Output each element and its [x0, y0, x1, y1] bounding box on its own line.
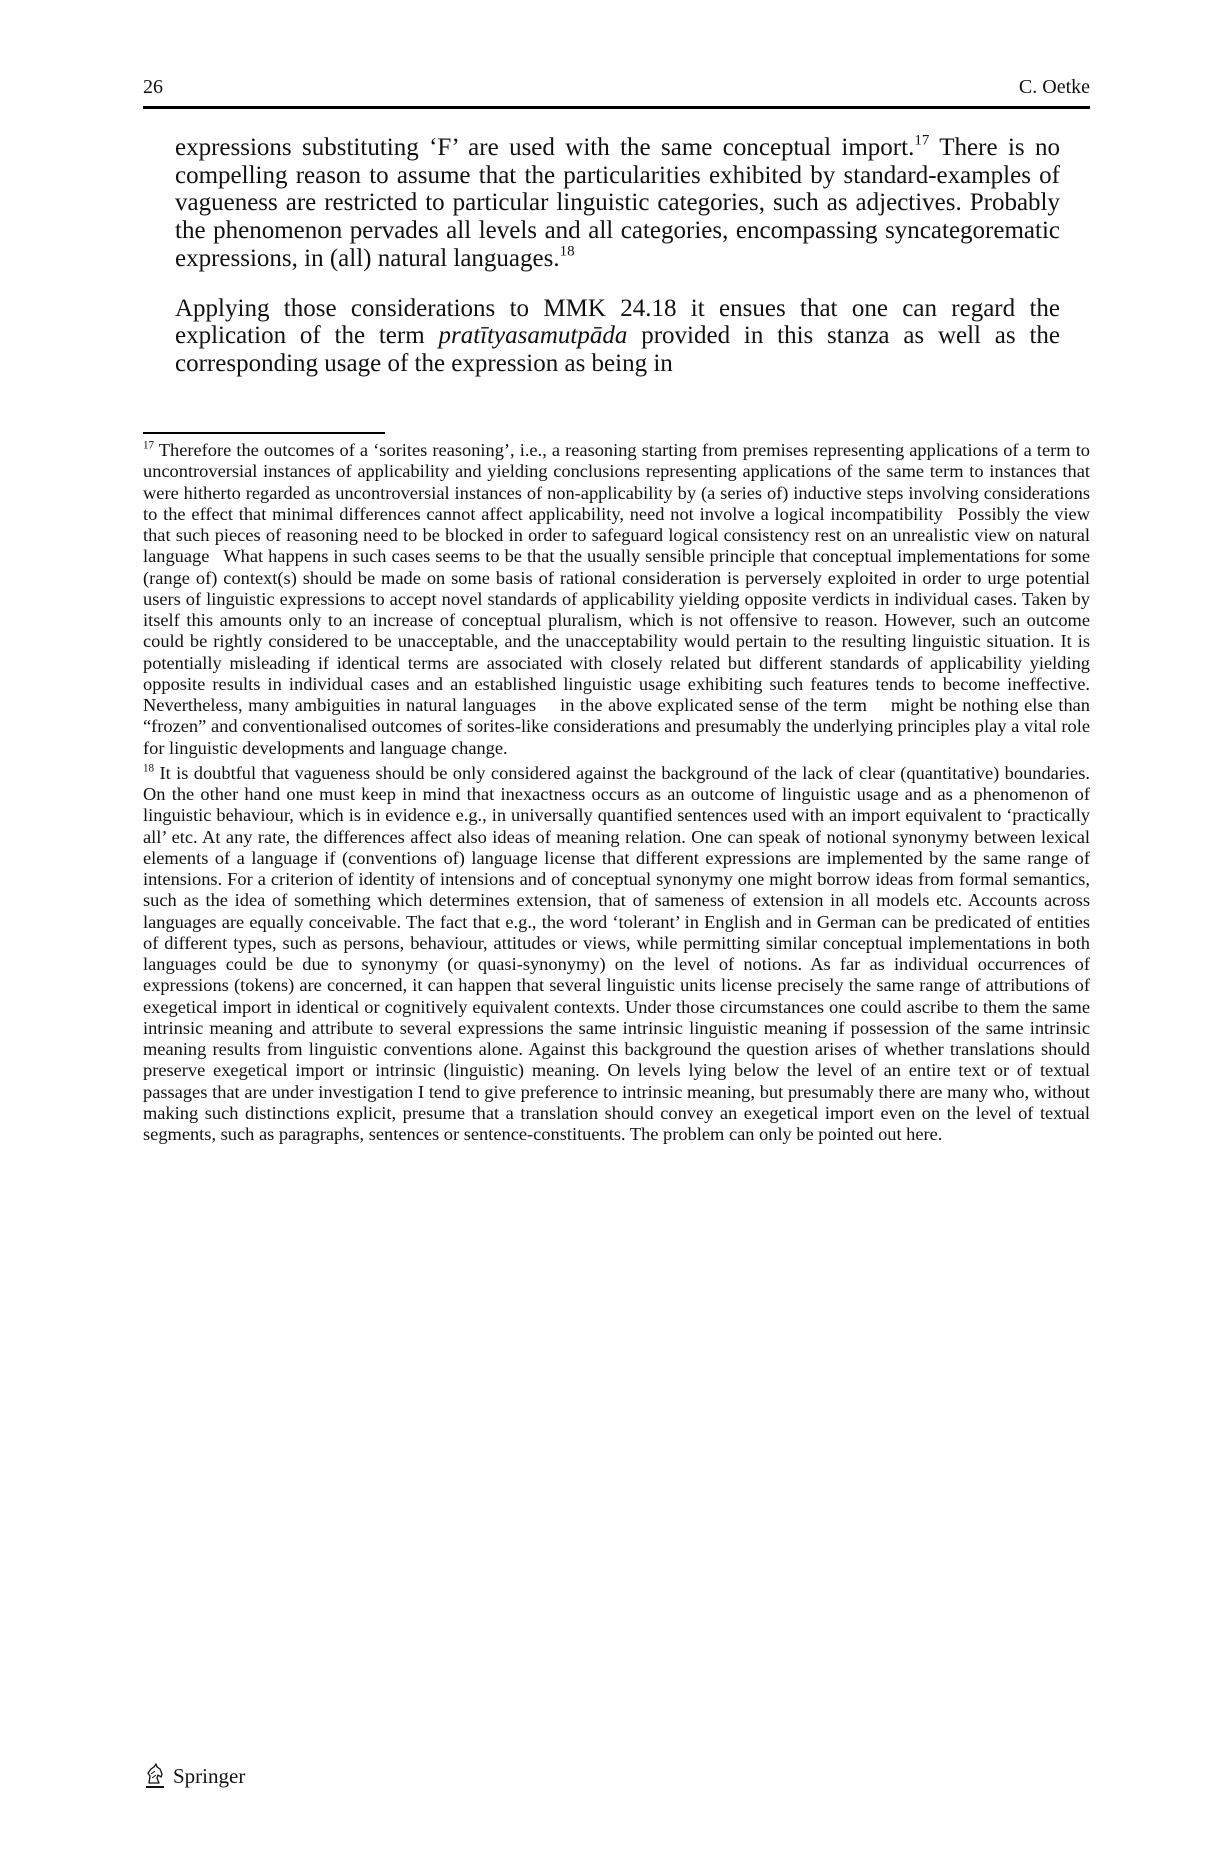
publisher-name: Springer: [173, 1763, 246, 1788]
page-number: 26: [143, 76, 163, 98]
body-text-segment: expressions substituting ‘F’ are used with the same conceptual import.: [175, 134, 915, 161]
footnote-ref-17[interactable]: 17: [914, 132, 930, 149]
body-paragraph-2: [175, 295, 1060, 378]
footnote-number: 18: [143, 762, 155, 775]
footnote-text: Therefore the outcomes of a ‘sorites reasoning’, i.e., a reasoning starting from premises representing applications of a term to uncontroversial instances of applicability and yielding conclusions representing applications of the same term to instances that were hitherto regarded as uncontroversial instances of non-applicability by (a series of) inductive steps involving considerations to the effect that minimal differences cannot affect applicability, need not involve a logical incompatibility Possibly the view that such pieces of reasoning need to be blocked in order to safeguard logical consistency rest on an unrealistic view on natural language What happens in such cases seems to be that the usually sensible principle that conceptual implementations for some (range of) context(s) should be made on some basis of rational consideration is perversely exploited in order to urge potential users of linguistic expressions to accept novel standards of applicability yielding opposite verdicts in individual cases. Taken by itself this amounts only to an increase of conceptual pluralism, which is not offensive to reason. However, such an outcome could be rightly considered to be unacceptable, and the unacceptability would pertain to the resulting linguistic situation. It is potentially misleading if identical terms are associated with closely related but different standards of applicability yielding opposite results in individual cases and an established linguistic usage exhibiting such features tends to become ineffective. Nevertheless, many ambiguities in natural languages in the above explicated sense of the term might be nothing else than “frozen” and conventionalised outcomes of sorites-like considerations and presumably the underlying principles play a vital role for linguistic developments and language change.: [143, 440, 1090, 758]
header-rule: [143, 106, 1090, 109]
footnote-number: 17: [143, 439, 155, 452]
page-header: [143, 76, 1090, 100]
body-text-segment: Applying those considerations to MMK 24.18 it ensues that one can regard the explication of the term: [175, 294, 1060, 350]
footnote-ref-18[interactable]: 18: [559, 243, 575, 260]
body-paragraph-1: [175, 134, 1060, 273]
footnotes-section: [143, 440, 1090, 1145]
springer-horse-icon: [143, 1763, 167, 1789]
footnote-17: [143, 440, 1090, 759]
main-body-text: [175, 134, 1060, 378]
body-text-segment: There is no compelling reason to assume that the particularities exhibited by standard-examples of vagueness are restricted to particular linguistic categories, such as adjectives. Probably the phenomenon pervades all levels and all categories, encompassing syncategorematic expressions, in (all) natural languages.: [175, 134, 1060, 272]
footnote-text: It is doubtful that vagueness should be only considered against the background of the lack of clear (quantitative) boundaries. On the other hand one must keep in mind that inexactness occurs as an outcome of linguistic usage and as a phenomenon of linguistic behaviour, which is in evidence e.g., in universally quantified sentences used with an import equivalent to ‘practically all’ etc. At any rate, the differences affect also ideas of meaning relation. One can speak of notional synonymy between lexical elements of a language if (conventions of) language license that different expressions are implemented by the same range of intensions. For a criterion of identity of intensions and of conceptual synonymy one might borrow ideas from formal semantics, such as the idea of something which determines extension, that of sameness of extension in all models etc. Accounts across languages are equally conceivable. The fact that e.g., the word ‘tolerant’ in English and in German can be predicated of entities of different types, such as persons, behaviour, attitudes or views, while permitting similar conceptual implementations in both languages could be due to synonymy (or quasi-synonymy) on the level of notions. As far as individual occurrences of expressions (tokens) are concerned, it can happen that several linguistic units license precisely the same range of attributions of exegetical import in identical or cognitively equivalent contexts. Under those circumstances one could ascribe to them the same intrinsic meaning and attribute to several expressions the same intrinsic linguistic meaning if possession of the same intrinsic meaning results from linguistic conventions alone. Against this background the question arises of whether translations should preserve exegetical import or intrinsic (linguistic) meaning. On levels lying below the level of an entire text or of textual passages that are under investigation I tend to give preference to intrinsic meaning, but presumably there are many who, without making such distinctions explicit, presume that a translation should convey an exegetical import even on the level of textual segments, such as paragraphs, sentences or sentence-constituents. The problem can only be pointed out here.: [143, 762, 1090, 1144]
running-head-author: C. Oetke: [1018, 76, 1090, 98]
body-text-segment: provided in this stanza as well as the corresponding usage of the expression as being in: [175, 322, 1060, 377]
publisher-footer: [143, 1762, 245, 1790]
footnote-separator-rule: [143, 432, 385, 434]
sanskrit-term: pratītyasamutpāda: [438, 322, 628, 350]
footnote-18: [143, 763, 1090, 1146]
